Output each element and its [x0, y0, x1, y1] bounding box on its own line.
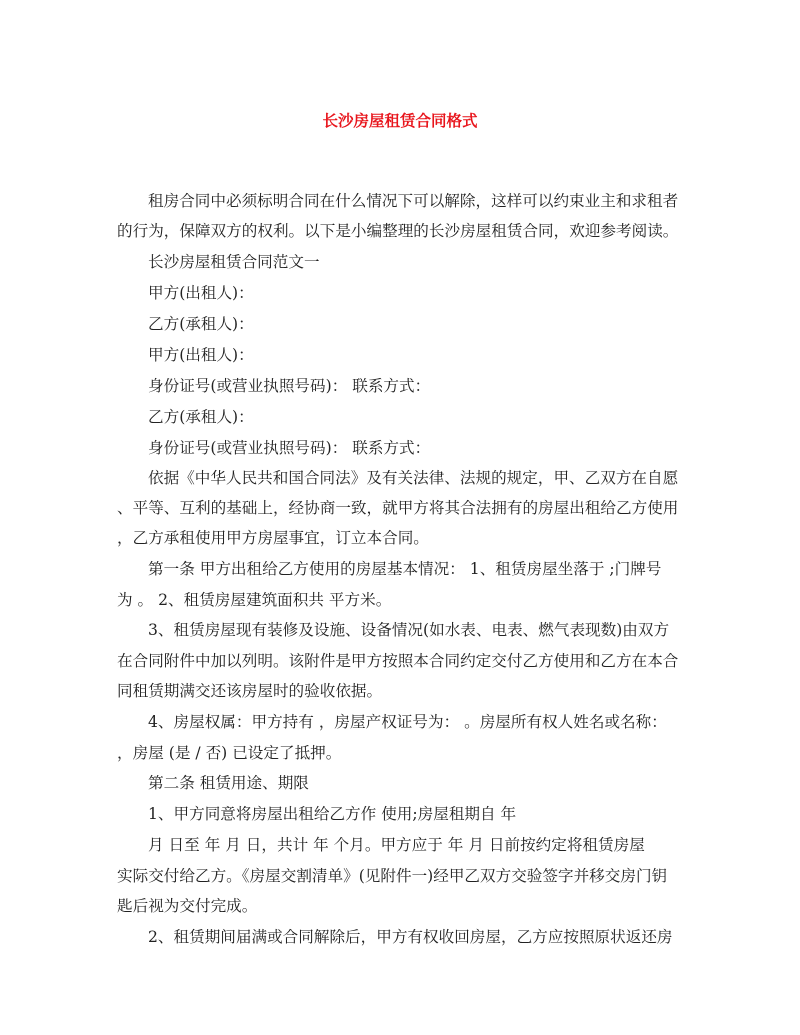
text-line: 4、房屋权属：甲方持有 ，房屋产权证号为： 。房屋所有权人姓名或名称：	[148, 713, 667, 731]
text-line: 身份证号(或营业执照号码)： 联系方式：	[148, 439, 431, 457]
text-line: 的行为，保障双方的权利。以下是小编整理的长沙房屋租赁合同，欢迎参考阅读。	[117, 222, 679, 240]
text-line: 身份证号(或营业执照号码)： 联系方式：	[148, 377, 431, 395]
text-line: 3、租赁房屋现有装修及设施、设备情况(如水表、电表、燃气表现数)由双方	[148, 621, 670, 639]
text-line: 匙后视为交付完成。	[117, 897, 258, 915]
text-line: 第二条 租赁用途、期限	[148, 774, 309, 792]
text-line: 、平等、互利的基础上，经协商一致，就甲方将其合法拥有的房屋出租给乙方使用	[117, 499, 679, 517]
text-line: 2、租赁期间届满或合同解除后，甲方有权收回房屋，乙方应按照原状返还房	[148, 928, 673, 946]
text-line: 同租赁期满交还该房屋时的验收依据。	[117, 682, 383, 700]
text-line: 甲方(出租人)：	[148, 284, 254, 302]
text-line: 乙方(承租人)：	[148, 315, 254, 333]
text-line: 乙方(承租人)：	[148, 408, 254, 426]
text-line: 甲方(出租人)：	[148, 346, 254, 364]
text-line: 实际交付给乙方。《房屋交割清单》(见附件一)经甲乙双方交验签字并移交房门钥	[117, 867, 668, 885]
text-line: 依据《中华人民共和国合同法》及有关法律、法规的规定，甲、乙双方在自愿	[148, 469, 679, 487]
document-title: 长沙房屋租赁合同格式	[322, 111, 478, 130]
text-line: 第一条 甲方出租给乙方使用的房屋基本情况： 1、租赁房屋坐落于 ;门牌号	[148, 560, 662, 578]
text-line: 月 日至 年 月 日，共计 年 个月。甲方应于 年 月 日前按约定将租赁房屋	[148, 836, 645, 854]
text-line: 租房合同中必须标明合同在什么情况下可以解除，这样可以约束业主和求租者	[148, 192, 679, 210]
text-line: ，乙方承租使用甲方房屋事宜，订立本合同。	[117, 529, 429, 547]
text-line: 为 。 2、租赁房屋建筑面积共 平方米。	[117, 591, 392, 609]
text-line: 1、甲方同意将房屋出租给乙方作 使用;房屋租期自 年	[148, 805, 517, 823]
text-line: 在合同附件中加以列明。该附件是甲方按照本合同约定交付乙方使用和乙方在本合	[117, 652, 679, 670]
text-line: ，房屋 (是 / 否) 已设定了抵押。	[117, 744, 342, 762]
text-line: 长沙房屋租赁合同范文一	[148, 253, 320, 271]
